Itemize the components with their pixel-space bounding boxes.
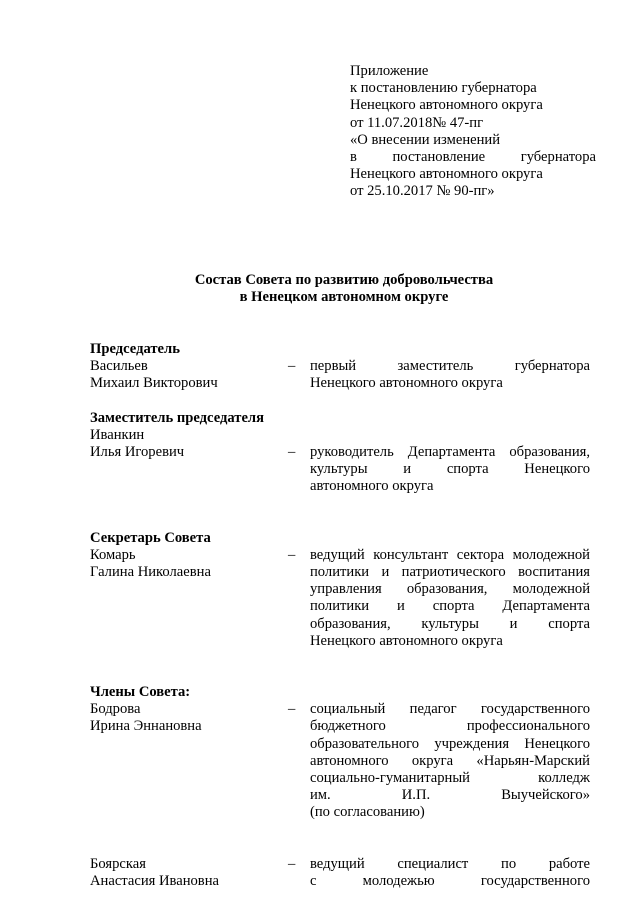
- dash-separator: –: [288, 444, 296, 461]
- member-name: [90, 856, 288, 890]
- role-line: руководитель Департамента образования,: [310, 444, 590, 461]
- role-line: ведущий консультант сектора молодежной: [310, 546, 590, 563]
- member-given-names: Михаил Викторович: [90, 375, 218, 392]
- role-line: им. И.П. Выучейского»: [310, 787, 590, 804]
- member-given-names: Галина Николаевна: [90, 564, 211, 581]
- member-given-names: Илья Игоревич: [90, 444, 185, 461]
- appendix-line: Ненецкого автономного округа: [350, 97, 543, 114]
- role-line: социальный педагог государственного: [310, 701, 590, 718]
- title-line-2: в Ненецком автономном округе: [239, 289, 449, 306]
- role-line: автономного округа: [310, 478, 434, 495]
- member-role: [310, 444, 590, 496]
- dash-separator: –: [288, 358, 296, 375]
- role-line: автономного округа «Нарьян-Марский: [310, 752, 590, 769]
- role-line: политики и патриотического воспитания: [310, 564, 590, 581]
- member-surname: Бодрова: [90, 701, 141, 718]
- role-line: бюджетного профессионального: [310, 718, 590, 735]
- role-line: Ненецкого автономного округа: [310, 632, 503, 649]
- member-entry: [90, 547, 590, 650]
- appendix-line: к постановлению губернатора: [350, 80, 537, 97]
- member-given-names: Анастасия Ивановна: [90, 872, 219, 889]
- member-role: [310, 547, 590, 650]
- member-entry: [90, 856, 590, 890]
- member-surname: Иванкин: [90, 426, 145, 443]
- member-entry: [90, 444, 590, 496]
- section-title-members: Члены Совета:: [90, 684, 191, 701]
- title-line-1: Состав Совета по развитию добровольчества: [194, 272, 494, 288]
- role-line: управления образования, молодежной: [310, 581, 590, 598]
- role-line: ведущий специалист по работе: [310, 855, 590, 872]
- appendix-line: «О внесении изменений: [350, 131, 501, 148]
- role-line: образования, культуры и спорта: [310, 615, 590, 632]
- section-title-deputy: Заместитель председателя: [90, 409, 265, 426]
- role-line: первый заместитель губернатора: [310, 358, 590, 375]
- appendix-line: Приложение: [350, 63, 429, 79]
- role-line: с молодежью государственного: [310, 872, 590, 889]
- dash-separator: –: [288, 855, 296, 872]
- appendix-block: [350, 63, 596, 201]
- appendix-line: в постановление губернатора: [350, 149, 596, 166]
- member-role: [310, 701, 590, 821]
- appendix-line: от 11.07.2018№ 47-пг: [350, 114, 484, 131]
- member-entry: [90, 701, 590, 821]
- member-surname: Васильев: [90, 358, 148, 375]
- member-role: [310, 856, 590, 890]
- section-title-chairman: Председатель: [90, 341, 180, 357]
- appendix-line: Ненецкого автономного округа: [350, 166, 543, 183]
- appendix-line: от 25.10.2017 № 90-пг»: [350, 183, 495, 200]
- document-title: [90, 272, 598, 306]
- role-line: образовательного учреждения Ненецкого: [310, 735, 590, 752]
- role-line: (по согласованию): [310, 804, 425, 821]
- member-entry: [90, 358, 590, 392]
- member-surname: Боярская: [90, 855, 146, 872]
- member-given-names: Ирина Эннановна: [90, 718, 202, 735]
- role-line: Ненецкого автономного округа: [310, 375, 503, 392]
- member-role: [310, 358, 590, 392]
- member-name: [90, 444, 288, 496]
- role-line: культуры и спорта Ненецкого: [310, 461, 590, 478]
- member-name: [90, 701, 288, 821]
- member-name: [90, 547, 288, 650]
- role-line: политики и спорта Департамента: [310, 598, 590, 615]
- dash-separator: –: [288, 701, 296, 718]
- section-title-secretary: Секретарь Совета: [90, 529, 211, 546]
- dash-separator: –: [288, 546, 296, 563]
- member-name: [90, 358, 288, 392]
- role-line: социально-гуманитарный колледж: [310, 770, 590, 787]
- council-composition: [90, 341, 590, 890]
- member-surname: Комарь: [90, 546, 136, 563]
